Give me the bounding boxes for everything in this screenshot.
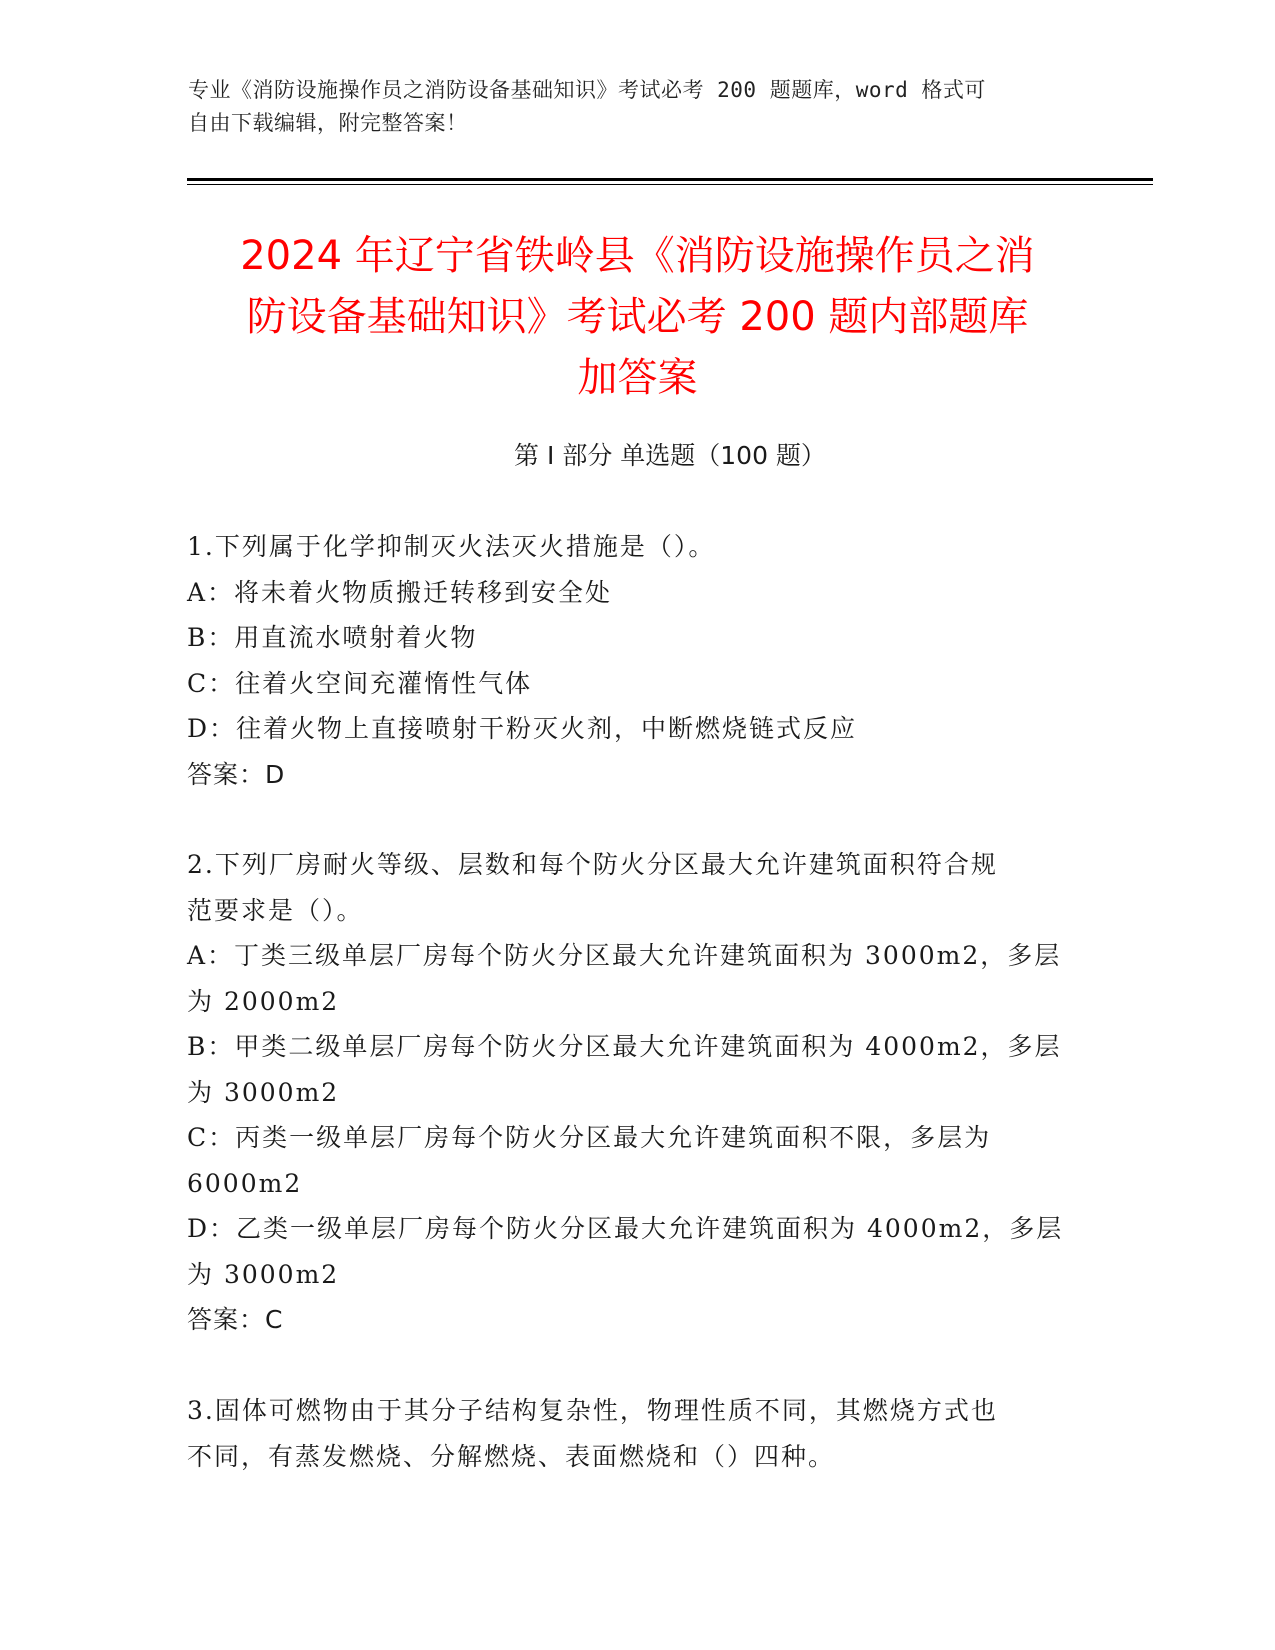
question-3: [187, 1388, 1087, 1479]
header-note-line: 专业《消防设施操作员之消防设备基础知识》考试必考 200 题题库，word 格式可: [188, 78, 986, 102]
option-a: 为 2000m2: [187, 986, 340, 1016]
question-2: [187, 842, 1087, 1343]
option-c: 6000m2: [187, 1168, 303, 1198]
option-d: D：往着火物上直接喷射干粉灭火剂，中断燃烧链式反应: [187, 714, 858, 743]
header-divider-thick: [187, 178, 1153, 181]
option-d: 为 3000m2: [187, 1259, 340, 1289]
section-heading: 第 I 部分 单选题（100 题）: [514, 441, 826, 470]
header-note: [188, 74, 1088, 140]
question-stem: 3.固体可燃物由于其分子结构复杂性，物理性质不同，其燃烧方式也: [187, 1396, 998, 1425]
option-c: C：丙类一级单层厂房每个防火分区最大允许建筑面积不限，多层为: [187, 1123, 992, 1152]
option-b: B：甲类二级单层厂房每个防火分区最大允许建筑面积为 4000m2，多层: [187, 1032, 1062, 1061]
title-line: 防设备基础知识》考试必考 200 题内部题库: [246, 294, 1029, 340]
answer: 答案：D: [187, 759, 286, 789]
header-divider-thin: [187, 184, 1153, 185]
option-d: D：乙类一级单层厂房每个防火分区最大允许建筑面积为 4000m2，多层: [187, 1214, 1064, 1243]
title-line: 加答案: [577, 355, 698, 401]
title-line: 2024 年辽宁省铁岭县《消防设施操作员之消: [240, 233, 1035, 279]
question-1: [187, 524, 1087, 797]
option-b: B：用直流水喷射着火物: [187, 623, 478, 652]
question-stem: 不同，有蒸发燃烧、分解燃烧、表面燃烧和（）四种。: [187, 1441, 836, 1471]
option-a: A：将未着火物质搬迁转移到安全处: [187, 577, 613, 607]
question-stem: 1.下列属于化学抑制灭火法灭火措施是（）。: [187, 532, 716, 561]
document-title: [140, 226, 1135, 409]
answer: 答案：C: [187, 1305, 284, 1334]
option-a: A：丁类三级单层厂房每个防火分区最大允许建筑面积为 3000m2，多层: [187, 941, 1062, 970]
option-b: 为 3000m2: [187, 1077, 340, 1107]
question-stem: 2.下列厂房耐火等级、层数和每个防火分区最大允许建筑面积符合规: [187, 850, 998, 879]
option-c: C：往着火空间充灌惰性气体: [187, 668, 533, 698]
question-stem: 范要求是（）。: [187, 895, 364, 925]
header-note-line: 自由下载编辑，附完整答案！: [188, 111, 468, 135]
